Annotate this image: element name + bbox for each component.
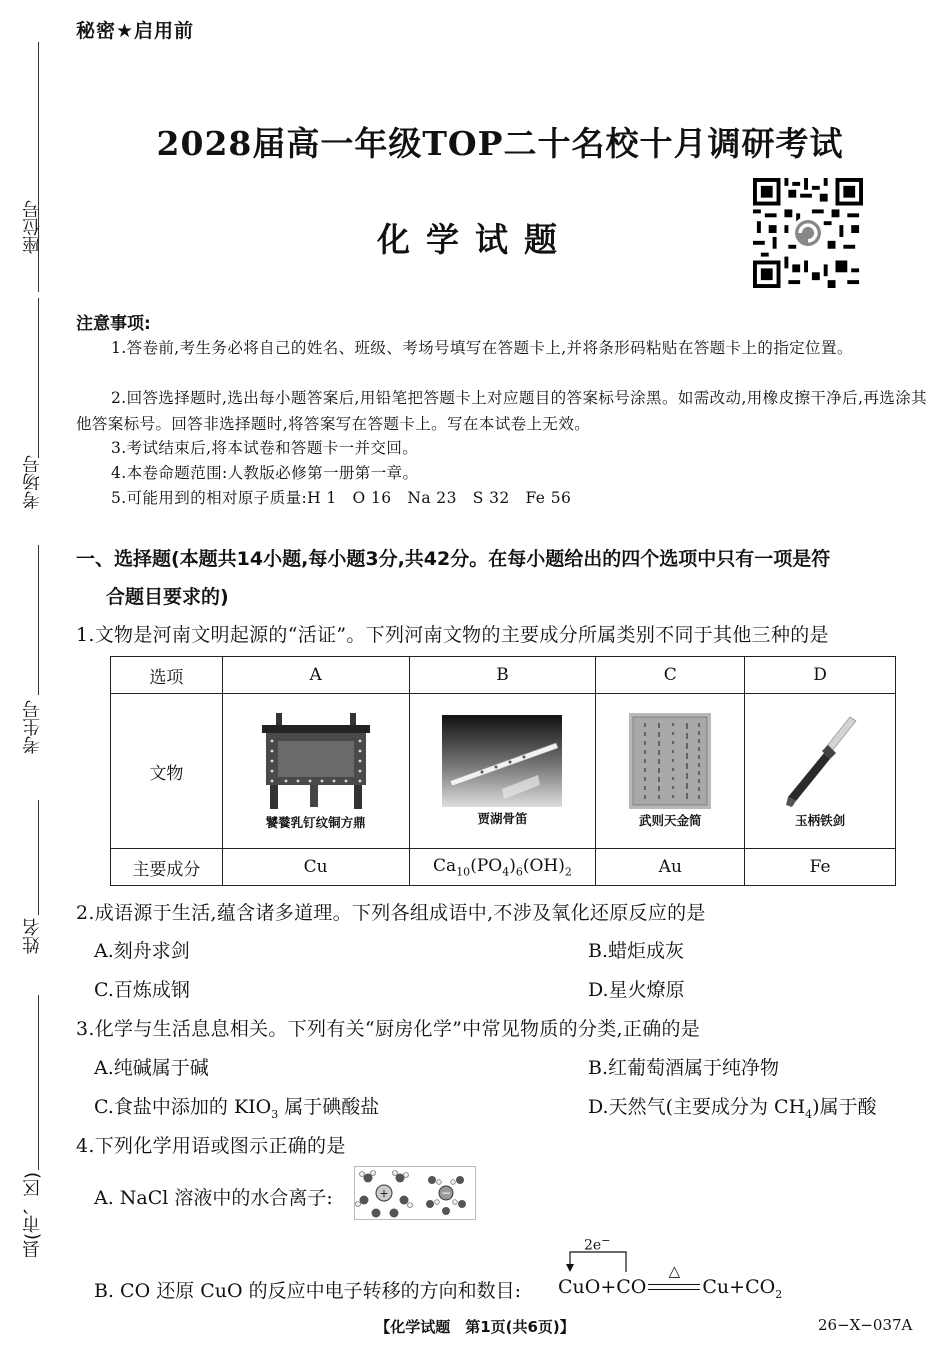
- question-2-option-a: A.刻舟求剑: [94, 940, 190, 962]
- artifact-d-caption: 玉柄铁剑: [795, 813, 846, 828]
- name-label: 姓名: [22, 918, 43, 954]
- bronze-ding-image: [254, 711, 378, 811]
- notice-item-5: 5.可能用到的相对原子质量:H 1 O 16 Na 23 S 32 Fe 56: [111, 489, 572, 507]
- reaction-products: Cu+CO: [702, 1276, 776, 1298]
- artifact-a-caption: 饕餮乳钉纹铜方鼎: [265, 815, 366, 830]
- reaction-equation: CuO+CO △ $Cu+CO_2$: [558, 1262, 783, 1301]
- question-3-option-d: D.天然气(主要成分为 $CH_4$)属于酸: [588, 1096, 877, 1121]
- question-4-option-b-text: B. CO 还原 CuO 的反应中电子转移的方向和数目:: [94, 1280, 522, 1302]
- qr-code-icon: [752, 178, 864, 288]
- component-d: Fe: [745, 849, 896, 886]
- reaction-reactants: CuO+CO: [558, 1276, 647, 1298]
- option-b-letter: B: [409, 657, 596, 694]
- gold-slip-image: [629, 713, 711, 809]
- exam-number-label: 考生号: [22, 700, 43, 754]
- question-1-table: [110, 656, 896, 886]
- component-a: Cu: [222, 849, 409, 886]
- svg-text:−: −: [440, 1186, 452, 1200]
- question-4-stem: 4.下列化学用语或图示正确的是: [76, 1135, 346, 1157]
- room-label: 考场号: [22, 455, 43, 509]
- artifact-c-caption: 武则天金简: [639, 813, 702, 828]
- county-label: 县(市、区): [22, 1172, 43, 1259]
- subject-title: 化学试题: [377, 220, 573, 259]
- question-3-stem: 3.化学与生活息息相关。下列有关“厨房化学”中常见物质的分类,正确的是: [76, 1018, 701, 1040]
- question-2-option-d: D.星火燎原: [588, 979, 685, 1001]
- question-3-option-c: C.食盐中添加的 $KIO_3$ 属于碘酸盐: [94, 1096, 380, 1121]
- notice-item-2: 2.回答选择题时,选出每小题答案后,用铅笔把答题卡上对应题目的答案标号涂黑。如需改动,用橡皮擦干净后,再选涂其他答案标号。回答非选择题时,将答案写在答题卡上。写在本试卷上无效。: [76, 389, 927, 433]
- paper-code: 26−X−037A: [818, 1316, 913, 1334]
- hydrated-ion-diagram: [354, 1166, 476, 1220]
- section-heading-line2: 合题目要求的): [106, 586, 229, 608]
- component-b: $Ca_{10}(PO_4)_6(OH)_2$: [409, 849, 596, 886]
- margin-line: [38, 42, 39, 292]
- margin-line: [38, 298, 39, 458]
- artifact-b-cell: [409, 694, 596, 849]
- secret-label: 秘密★启用前: [76, 20, 195, 42]
- option-d-letter: D: [745, 657, 896, 694]
- option-c-letter: C: [596, 657, 745, 694]
- question-2-stem: 2.成语源于生活,蕴含诸多道理。下列各组成语中,不涉及氧化还原反应的是: [76, 902, 706, 924]
- artifact-c-cell: [596, 694, 745, 849]
- notice-item-3: 3.考试结束后,将本试卷和答题卡一并交回。: [111, 439, 419, 457]
- notice-item-4: 4.本卷命题范围:人教版必修第一册第一章。: [111, 464, 419, 482]
- notice-title: 注意事项:: [76, 314, 151, 334]
- electron-count-label: 2e−: [584, 1234, 611, 1254]
- main-title: 2028届高一年级TOP二十名校十月调研考试: [156, 124, 844, 163]
- question-1-stem: 1.文物是河南文明起源的“活证”。下列河南文物的主要成分所属类别不同于其他三种的是: [76, 624, 829, 646]
- notice-item-1: 1.答卷前,考生务必将自己的姓名、班级、考场号填写在答题卡上,并将条形码粘贴在答题卡上的指定位置。: [111, 339, 853, 357]
- seat-label: 座位号: [22, 200, 43, 254]
- question-3-option-a: A.纯碱属于碱: [94, 1057, 209, 1079]
- component-c: Au: [596, 849, 745, 886]
- margin-line: [38, 995, 39, 1170]
- margin-line: [38, 545, 39, 695]
- table-header-option: 选项: [111, 657, 223, 694]
- page-footer: 【化学试题 第1页(共6页)】: [375, 1318, 575, 1336]
- artifact-a-cell: [222, 694, 409, 849]
- artifact-d-cell: [745, 694, 896, 849]
- section-heading-line1: 一、选择题(本题共14小题,每小题3分,共42分。在每小题给出的四个选项中只有一项是符: [76, 548, 831, 570]
- question-3-option-b: B.红葡萄酒属于纯净物: [588, 1057, 780, 1079]
- bone-flute-image: [442, 715, 562, 807]
- question-2-option-c: C.百炼成钢: [94, 979, 190, 1001]
- artifact-b-caption: 贾湖骨笛: [477, 811, 528, 826]
- iron-sword-image: [780, 713, 860, 809]
- table-header-component: 主要成分: [111, 849, 223, 886]
- reaction-condition: △: [646, 1278, 702, 1298]
- question-2-option-b: B.蜡炬成灰: [588, 940, 685, 962]
- svg-text:+: +: [379, 1187, 389, 1200]
- margin-line: [38, 800, 39, 915]
- option-a-letter: A: [222, 657, 409, 694]
- table-header-artifact: 文物: [111, 694, 223, 849]
- question-4-option-a-text: A. NaCl 溶液中的水合离子:: [94, 1187, 333, 1209]
- section-heading: [76, 540, 938, 616]
